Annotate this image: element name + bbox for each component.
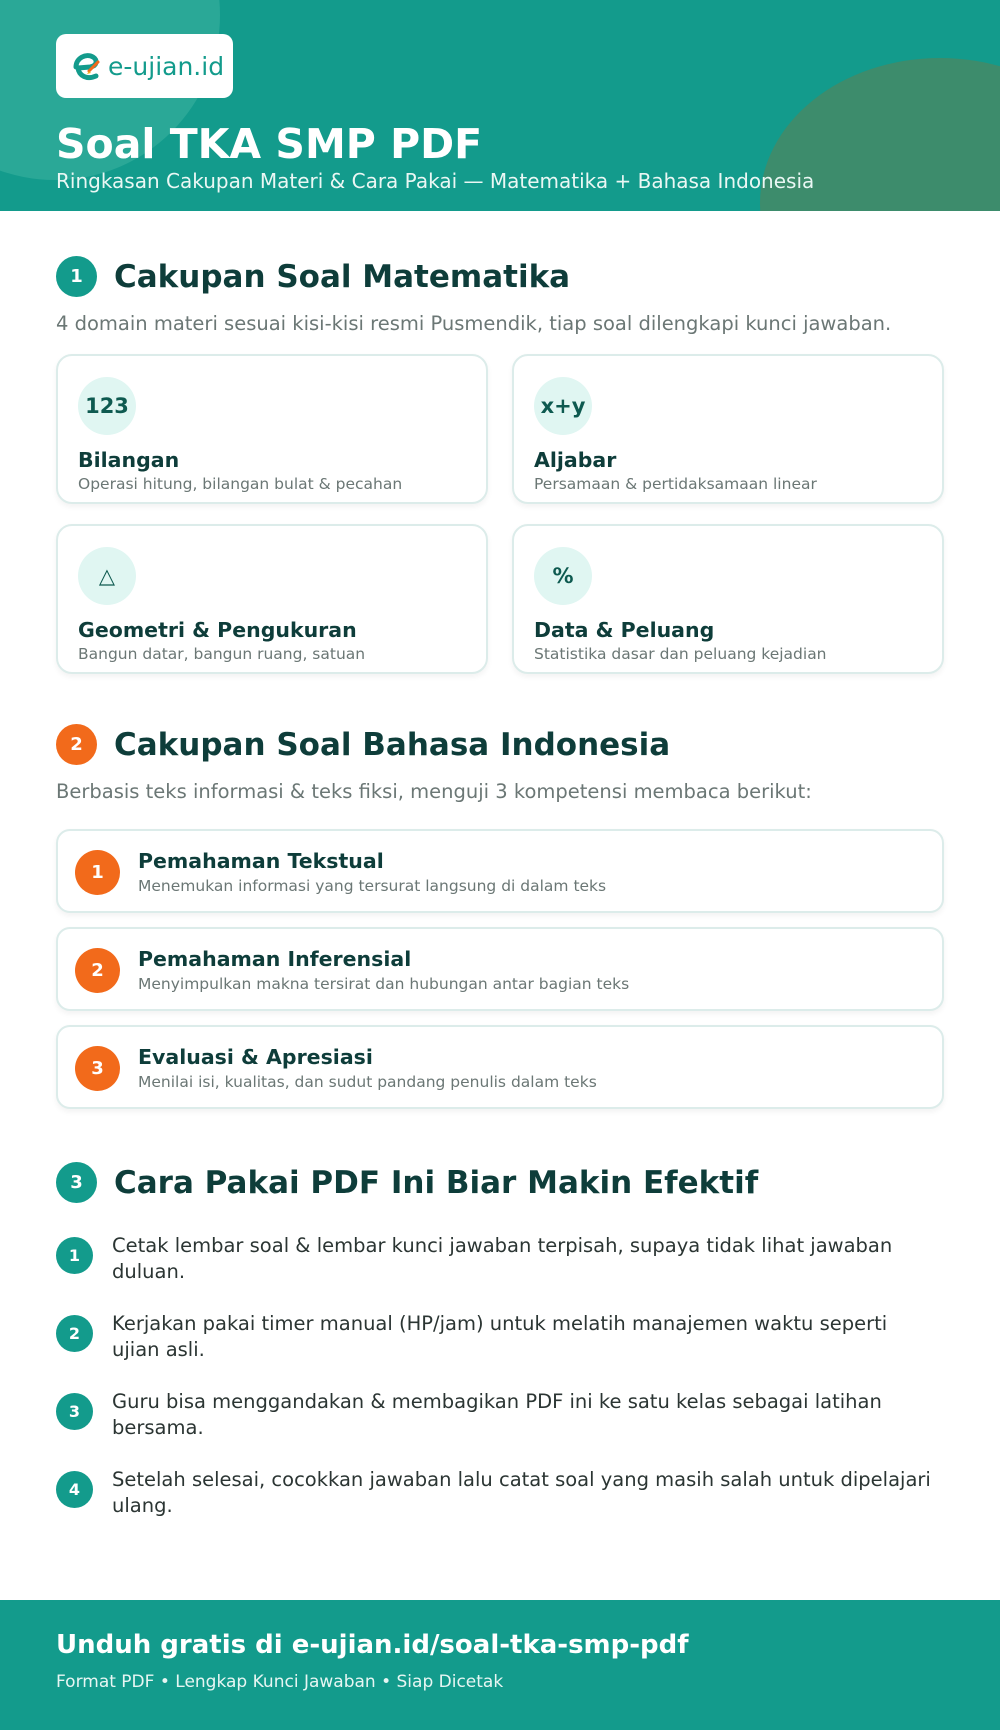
card-title: Geometri & Pengukuran: [78, 618, 357, 642]
competency-number-badge: 1: [75, 850, 120, 895]
section-title: Cakupan Soal Matematika: [114, 258, 571, 295]
competency-subtitle: Menyimpulkan makna tersirat dan hubungan antar bagian teks: [138, 975, 630, 993]
card-title: Bilangan: [78, 448, 180, 472]
numbers-icon: 123: [78, 377, 136, 435]
math-card-bilangan: [56, 354, 488, 504]
section-title: Cakupan Soal Bahasa Indonesia: [114, 726, 671, 763]
footer-banner: [0, 1600, 1000, 1730]
usage-step: [56, 1311, 946, 1363]
logo-text: e-ujian.id: [108, 51, 225, 81]
section-math-heading: [56, 256, 570, 297]
header-banner: [0, 0, 1000, 211]
logo[interactable]: [56, 34, 233, 98]
card-subtitle: Persamaan & pertidaksamaan linear: [534, 475, 817, 493]
competency-item: [56, 1025, 944, 1109]
triangle-icon: △: [78, 547, 136, 605]
algebra-icon: x+y: [534, 377, 592, 435]
math-card-data-peluang: [512, 524, 944, 674]
competency-item: [56, 829, 944, 913]
card-title: Data & Peluang: [534, 618, 715, 642]
section-title: Cara Pakai PDF Ini Biar Makin Efektif: [114, 1164, 759, 1201]
step-number-badge: 2: [56, 1315, 93, 1352]
footer-features: Format PDF • Lengkap Kunci Jawaban • Siap Dicetak: [56, 1672, 504, 1692]
competency-title: Pemahaman Inferensial: [138, 947, 412, 971]
competency-subtitle: Menilai isi, kualitas, dan sudut pandang penulis dalam teks: [138, 1073, 597, 1091]
competency-title: Evaluasi & Apresiasi: [138, 1045, 373, 1069]
usage-step: [56, 1389, 946, 1441]
competency-number-badge: 3: [75, 1046, 120, 1091]
page-subtitle: Ringkasan Cakupan Materi & Cara Pakai — Matematika + Bahasa Indonesia: [56, 169, 815, 193]
usage-step: [56, 1233, 946, 1285]
section-usage-heading: [56, 1162, 758, 1203]
competency-item: [56, 927, 944, 1011]
percent-icon: %: [534, 547, 592, 605]
math-card-aljabar: [512, 354, 944, 504]
section-description: 4 domain materi sesuai kisi-kisi resmi Pusmendik, tiap soal dilengkapi kunci jawaban.: [56, 312, 892, 335]
section-number-badge: 2: [56, 724, 97, 765]
step-text: Cetak lembar soal & lembar kunci jawaban terpisah, supaya tidak lihat jawaban duluan.: [112, 1234, 893, 1283]
math-card-geometri: [56, 524, 488, 674]
competency-subtitle: Menemukan informasi yang tersurat langsung di dalam teks: [138, 877, 607, 895]
section-description: Berbasis teks informasi & teks fiksi, menguji 3 kompetensi membaca berikut:: [56, 780, 812, 803]
competency-number-badge: 2: [75, 948, 120, 993]
download-link[interactable]: Unduh gratis di e-ujian.id/soal-tka-smp-pdf: [56, 1630, 689, 1660]
logo-e-icon: [70, 49, 104, 83]
step-number-badge: 3: [56, 1393, 93, 1430]
step-number-badge: 4: [56, 1471, 93, 1508]
card-subtitle: Operasi hitung, bilangan bulat & pecahan: [78, 475, 403, 493]
step-text: Guru bisa menggandakan & membagikan PDF ini ke satu kelas sebagai latihan bersama.: [112, 1390, 882, 1439]
card-subtitle: Bangun datar, bangun ruang, satuan: [78, 645, 366, 663]
page-title: Soal TKA SMP PDF: [56, 120, 483, 168]
section-bahasa-heading: [56, 724, 670, 765]
step-text: Setelah selesai, cocokkan jawaban lalu catat soal yang masih salah untuk dipelajari ulang.: [112, 1468, 931, 1517]
section-number-badge: 1: [56, 256, 97, 297]
usage-step: [56, 1467, 946, 1519]
step-number-badge: 1: [56, 1237, 93, 1274]
section-number-badge: 3: [56, 1162, 97, 1203]
step-text: Kerjakan pakai timer manual (HP/jam) untuk melatih manajemen waktu seperti ujian asli.: [112, 1312, 888, 1361]
competency-title: Pemahaman Tekstual: [138, 849, 384, 873]
card-title: Aljabar: [534, 448, 617, 472]
card-subtitle: Statistika dasar dan peluang kejadian: [534, 645, 827, 663]
